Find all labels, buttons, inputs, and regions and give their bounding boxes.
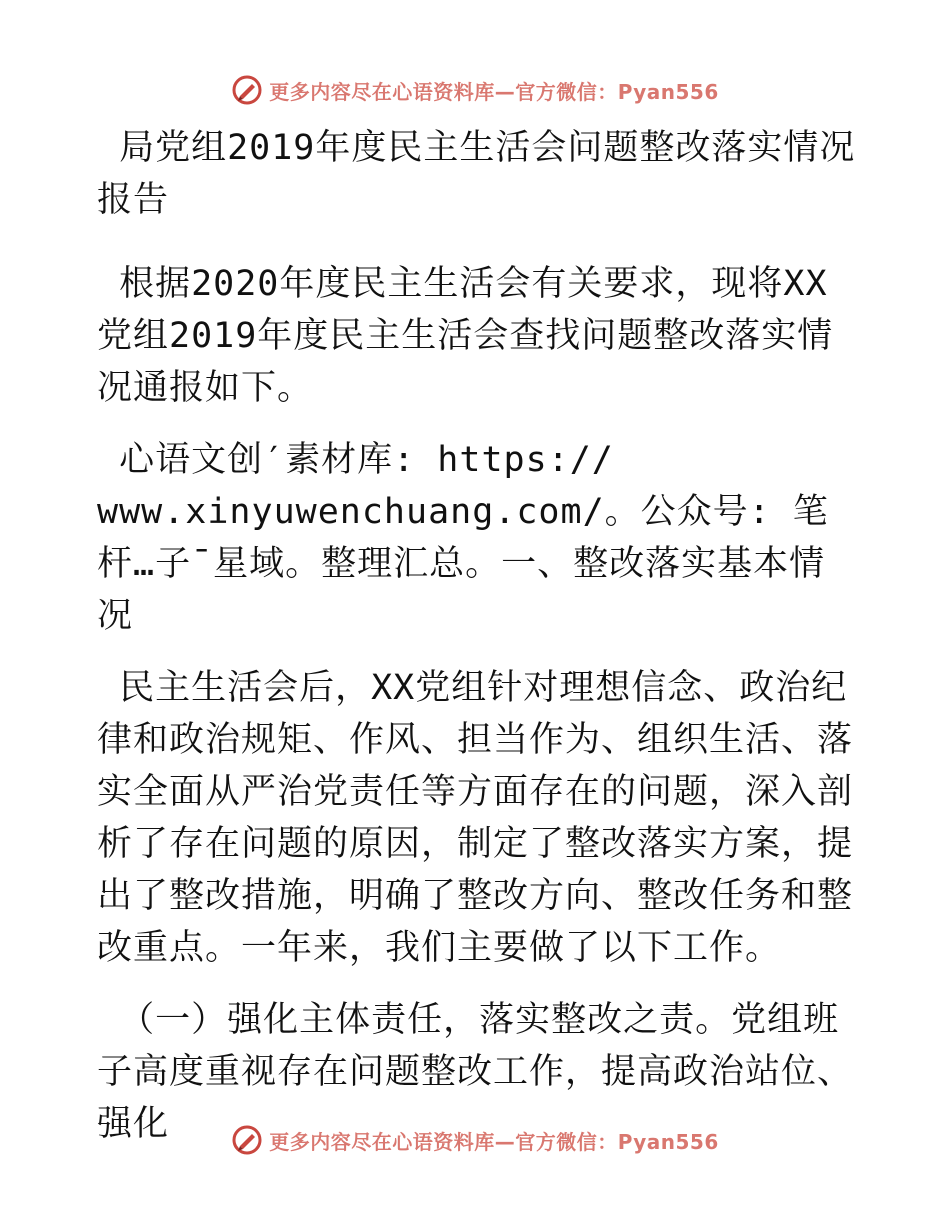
- paragraph-1: 根据2020年度民主生活会有关要求，现将XX党组2019年度民主生活会查找问题整改落实情况通报如下。: [97, 264, 834, 408]
- paragraph-4: （一）强化主体责任，落实整改之责。党组班子高度重视存在问题整改工作，提高政治站位、强化: [97, 1000, 854, 1144]
- paragraph-3: 民主生活会后，XX党组针对理想信念、政治纪律和政治规矩、作风、担当作为、组织生活、落实全面从严治党责任等方面存在的问题，深入剖析了存在问题的原因，制定了整改落实方案，提出了整改措施，明确了整改方向、整改任务和整改重点。一年来，我们主要做了以下工作。: [97, 668, 854, 968]
- pen-logo-icon: [231, 1124, 263, 1156]
- footer-banner: [0, 1120, 950, 1160]
- header-banner-inner: [231, 74, 719, 106]
- footer-banner-inner: [231, 1124, 719, 1156]
- footer-banner-text[interactable]: 更多内容尽在心语资料库—官方微信：Pyan556: [269, 1129, 719, 1154]
- pen-logo-icon: [231, 74, 263, 106]
- document-body: [97, 122, 857, 1170]
- header-banner: [0, 70, 950, 110]
- paragraph-2: 心语文创′素材库: https:// www.xinyuwenchuang.com/。公众号: 笔杆…子¯星域。整理汇总。一、整改落实基本情况: [97, 440, 829, 636]
- document-title: 局党组2019年度民主生活会问题整改落实情况报告: [97, 128, 856, 220]
- header-banner-text[interactable]: 更多内容尽在心语资料库—官方微信：Pyan556: [269, 79, 719, 104]
